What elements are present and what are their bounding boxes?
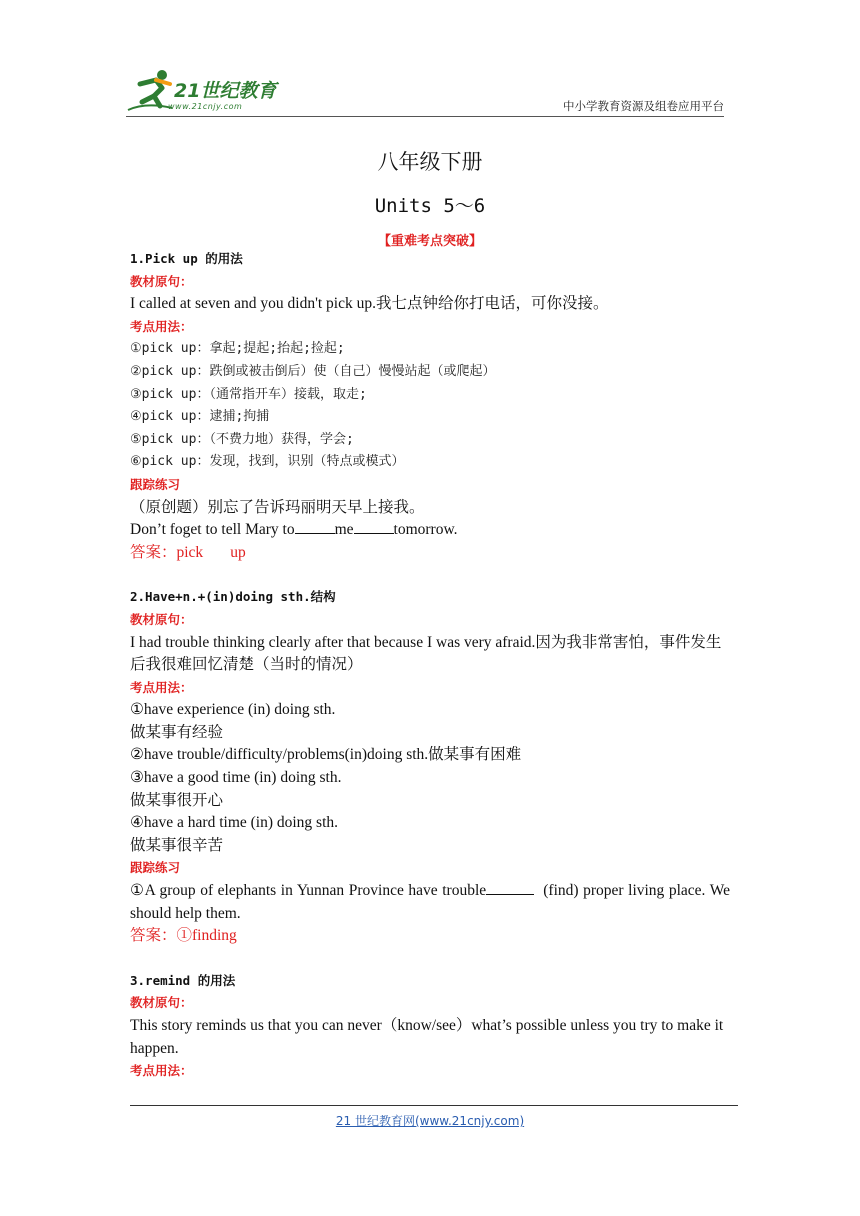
page-header [126, 60, 724, 118]
source-sentence: This story reminds us that you can never（know/see）what’s possible unless you try to make it happen. [130, 1017, 724, 1057]
usage-label: 考点用法： [130, 679, 193, 695]
practice-label: 跟踪练习 [130, 476, 181, 492]
page-title: 八年级下册 [377, 150, 483, 174]
footer-link[interactable]: 21 世纪教育网(www.21cnjy.com) [335, 1114, 525, 1128]
source-sentence: I called at seven and you didn't pick up.我七点钟给你打电话，可你没接。 [130, 295, 609, 313]
usage-item: ①have experience (in) doing sth. [130, 701, 336, 719]
spacer [130, 948, 730, 970]
usage-item: ⑤pick up：（不费力地）获得，学会; [130, 431, 354, 447]
practice-text: me [334, 521, 354, 539]
usage-item: ④have a hard time (in) doing sth. [130, 814, 339, 832]
practice-text: Don’t foget to tell Mary to [130, 521, 295, 539]
answer-blank[interactable] [295, 519, 335, 534]
source-label: 教材原句： [130, 995, 193, 1011]
spacer [130, 564, 730, 586]
point-heading: 2.Have+n.+(in)doing sth.结构 [130, 589, 336, 605]
usage-item: ⑥pick up：发现，找到，识别（特点或模式） [130, 454, 405, 470]
usage-item: ①pick up：拿起;提起;抬起;捡起; [130, 341, 345, 357]
section-label: 【重难考点突破】 [377, 234, 482, 249]
point-heading: 3.remind 的用法 [130, 972, 236, 988]
usage-item: ③have a good time (in) doing sth. [130, 769, 342, 787]
usage-item: ③pick up：（通常指开车）接载，取走; [130, 386, 367, 402]
answer-text: 答案：①finding [130, 927, 237, 945]
usage-label: 考点用法： [130, 318, 193, 334]
source-label: 教材原句： [130, 611, 193, 627]
page-subtitle: Units 5～6 [374, 195, 486, 217]
header-divider [126, 116, 724, 117]
usage-item: ②have trouble/difficulty/problems(in)doing sth.做某事有困难 [130, 746, 522, 764]
document-body [130, 248, 730, 1083]
point-heading: 1.Pick up 的用法 [130, 251, 243, 266]
usage-item: ④pick up：逮捕;拘捕 [130, 409, 270, 425]
usage-label: 考点用法： [130, 1063, 193, 1079]
logo-url: www.21cnjy.com [168, 102, 243, 111]
practice-label: 跟踪练习 [130, 860, 181, 876]
answer-blank[interactable] [354, 519, 394, 534]
practice-sentence [130, 519, 730, 542]
usage-item: 做某事很辛苦 [130, 836, 224, 854]
practice-text: (find) proper living place. We should help them. [130, 882, 730, 922]
answer-text: 答案：pick up [130, 543, 246, 561]
usage-item: ②pick up：跌倒或被击倒后）使（自己）慢慢站起（或爬起） [130, 363, 496, 379]
practice-sentence [130, 880, 730, 925]
usage-item: 做某事有经验 [130, 723, 224, 741]
source-sentence: I had trouble thinking clearly after that because I was very afraid.因为我非常害怕，事件发生后我很难回忆清楚（当时的情况） [130, 633, 722, 674]
source-label: 教材原句： [130, 273, 193, 289]
practice-text: tomorrow. [393, 521, 458, 539]
answer-blank[interactable] [486, 880, 534, 895]
site-logo[interactable] [126, 66, 296, 116]
practice-text: ①A group of elephants in Yunnan Province have trouble [130, 882, 487, 900]
footer-divider [130, 1105, 738, 1106]
usage-item: 做某事很开心 [130, 791, 224, 809]
practice-chinese: （原创题）别忘了告诉玛丽明天早上接我。 [130, 498, 425, 516]
platform-name: 中小学教育资源及组卷应用平台 [563, 99, 724, 113]
logo-text: 21世纪教育 [174, 80, 277, 102]
